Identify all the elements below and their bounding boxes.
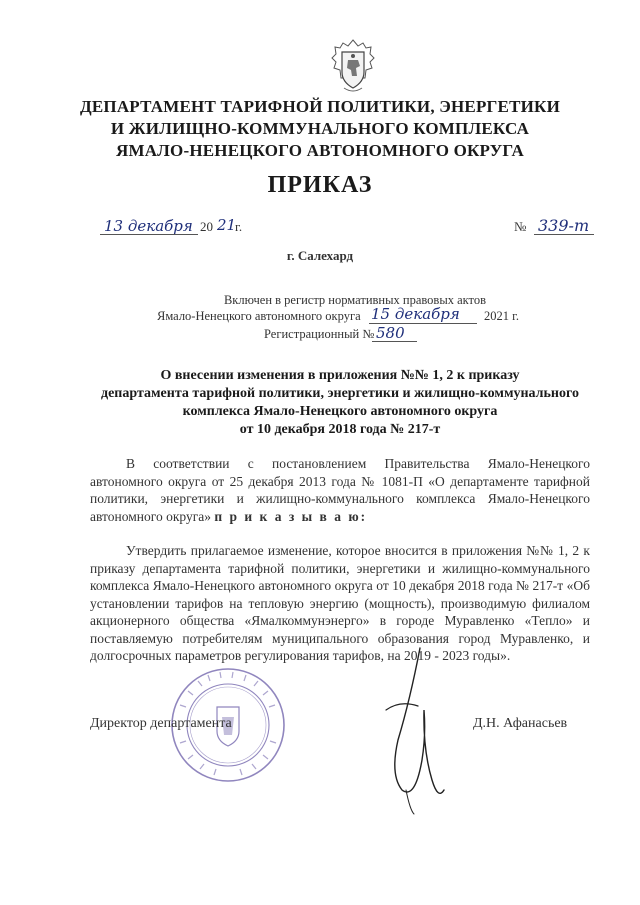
coat-of-arms-emblem — [330, 38, 376, 94]
number-handwritten: 339-т — [538, 216, 590, 235]
registration-year: 2021 г. — [484, 309, 519, 323]
city-label: г. Салехард — [286, 248, 354, 263]
signatory-name: Д.Н. Афанасьев — [473, 716, 568, 731]
subject-line-2: департамента тарифной политики, энергетики и жилищно-коммунального — [100, 386, 580, 401]
number-underline — [534, 234, 594, 235]
handwritten-signature — [360, 640, 470, 815]
preamble-paragraph — [90, 455, 590, 525]
order-clause-paragraph: Утвердить прилагаемое изменение, которое вносится в приложения №№ 1, 2 к приказу департамента тарифной политики, энергетики и жилищно-коммунального комплекса Ямало-Ненецкого автономного округа от 10 декабря 2018 года № 217-т «Об установлении тарифов на тепловую энергию (мощность), производимую филиалом акционерного общества «Ямалкоммунэнерго» в городе Муравленко «Тепло» и поставляемую потребителям муниципального образования город Муравленко, и долгосрочных параметров регулирования тарифов, на 2019 - 2023 годы». — [90, 543, 590, 663]
date-year-g: г. — [235, 219, 243, 234]
document-type-title: ПРИКАЗ — [267, 172, 373, 198]
registration-date-handwritten: 15 декабря — [371, 305, 460, 323]
registration-number-handwritten: 580 — [376, 324, 405, 342]
registration-number-prefix: Регистрационный № — [264, 327, 375, 341]
department-name-line-2: И ЖИЛИЩНО-КОММУНАЛЬНОГО КОМПЛЕКСА — [110, 119, 530, 138]
subject-line-4: от 10 декабря 2018 года № 217-т — [239, 422, 441, 437]
order-verb: п р и к а з ы в а ю: — [214, 508, 368, 524]
registration-line-1: Включен в регистр нормативных правовых актов — [223, 293, 487, 307]
subject-line-1: О внесении изменения в приложения №№ 1, 2 к приказу — [160, 368, 520, 383]
document-number — [514, 217, 604, 237]
number-prefix: № — [514, 219, 527, 234]
date-year-prefix: 20 — [200, 219, 213, 234]
registration-number-underline — [372, 341, 417, 342]
date-underline — [100, 234, 198, 235]
department-name-line-3: ЯМАЛО-НЕНЕЦКОГО АВТОНОМНОГО ОКРУГА — [115, 141, 525, 160]
document-date — [100, 217, 260, 237]
registration-line-2-prefix: Ямало-Ненецкого автономного округа — [157, 309, 361, 323]
subject-line-3: комплекса Ямало-Ненецкого автономного округа — [182, 404, 498, 419]
registration-line-2 — [157, 307, 537, 327]
department-name-line-1: ДЕПАРТАМЕНТ ТАРИФНОЙ ПОЛИТИКИ, ЭНЕРГЕТИКИ — [79, 97, 561, 116]
date-day-month-handwritten: 13 декабря — [104, 217, 193, 235]
registration-line-3 — [264, 325, 434, 345]
preamble-text: В соответствии с постановлением Правительства Ямало-Ненецкого автономного округа от 25 декабря 2013 года № 1081-П «О департаменте тарифной политики, энергетики и жилищно-коммунального комплекса Ямало-Ненецкого автономного округа» — [90, 456, 590, 524]
date-year-suffix-handwritten: 21 — [217, 216, 237, 234]
signatory-position: Директор департамента — [90, 716, 232, 731]
